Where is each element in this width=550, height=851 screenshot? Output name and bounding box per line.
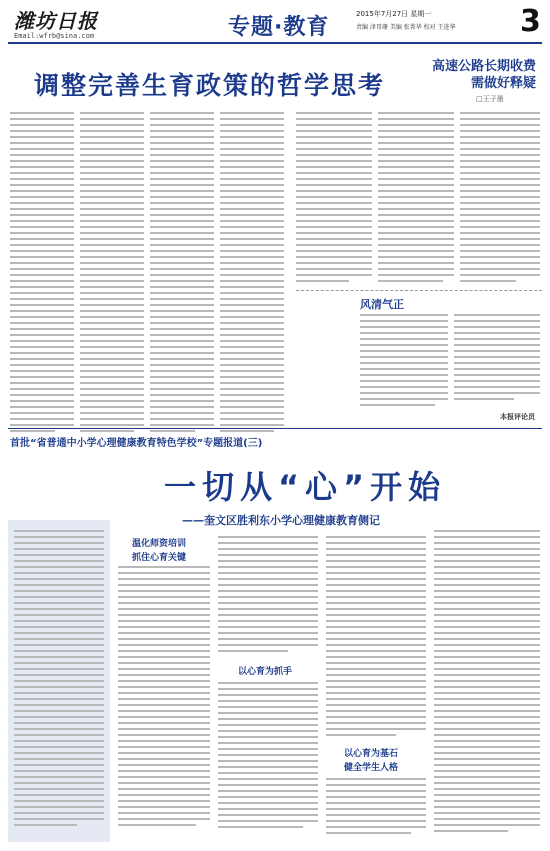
body-column — [296, 112, 372, 286]
report-column — [118, 566, 210, 830]
subhead-1: 温化师资培训 — [132, 539, 187, 549]
editor-note-text — [14, 530, 104, 830]
column-title: 风清气正 — [360, 298, 404, 311]
section-title: 专题·教育 — [228, 15, 330, 40]
section-divider — [8, 428, 542, 429]
body-column — [378, 112, 454, 286]
issue-date: 2015年7月27日 星期一 — [356, 10, 432, 18]
header-rule — [8, 42, 542, 44]
body-column — [220, 112, 284, 436]
side-headline — [386, 58, 536, 92]
commentary-divider — [296, 290, 542, 292]
report-column — [326, 778, 426, 838]
newspaper-email: Email:wfrb@sina.com — [14, 32, 95, 40]
report-column — [218, 682, 318, 832]
main-headline: 调整完善生育政策的哲学思考 — [34, 71, 386, 100]
commentary-column — [454, 314, 540, 404]
subhead-2: 抓住心育关键 — [132, 553, 187, 563]
report-column — [326, 536, 426, 740]
editors-line: 责编 津哥珊 美编 张菁华 校对 王进华 — [356, 24, 456, 31]
report-column — [434, 530, 540, 836]
page-number: 3 — [520, 4, 541, 39]
series-title: 首批“省普通中小学心理健康教育特色学校”专题报道(三) — [10, 438, 263, 449]
side-byline: □王子墨 — [476, 95, 504, 103]
side-headline-line2: 需做好释疑 — [470, 76, 536, 91]
subhead-5: 健全学生人格 — [344, 763, 399, 773]
side-headline-line1: 高速公路长期收费 — [431, 59, 536, 74]
commentary-column — [360, 314, 448, 410]
subhead-3: 以心育为抓手 — [238, 667, 293, 677]
subhead-4: 以心育为基石 — [344, 749, 399, 759]
body-column — [150, 112, 214, 436]
report-headline: 一切从“心”开始 — [164, 468, 447, 506]
body-column — [460, 112, 540, 286]
report-subheadline: ——奎文区胜利东小学心理健康教育侧记 — [182, 514, 380, 527]
body-column — [10, 112, 74, 436]
newspaper-logo: 潍坊日报 — [14, 9, 98, 33]
column-signature: 本报评论员 — [500, 412, 535, 421]
report-column — [218, 536, 318, 656]
body-column — [80, 112, 144, 436]
